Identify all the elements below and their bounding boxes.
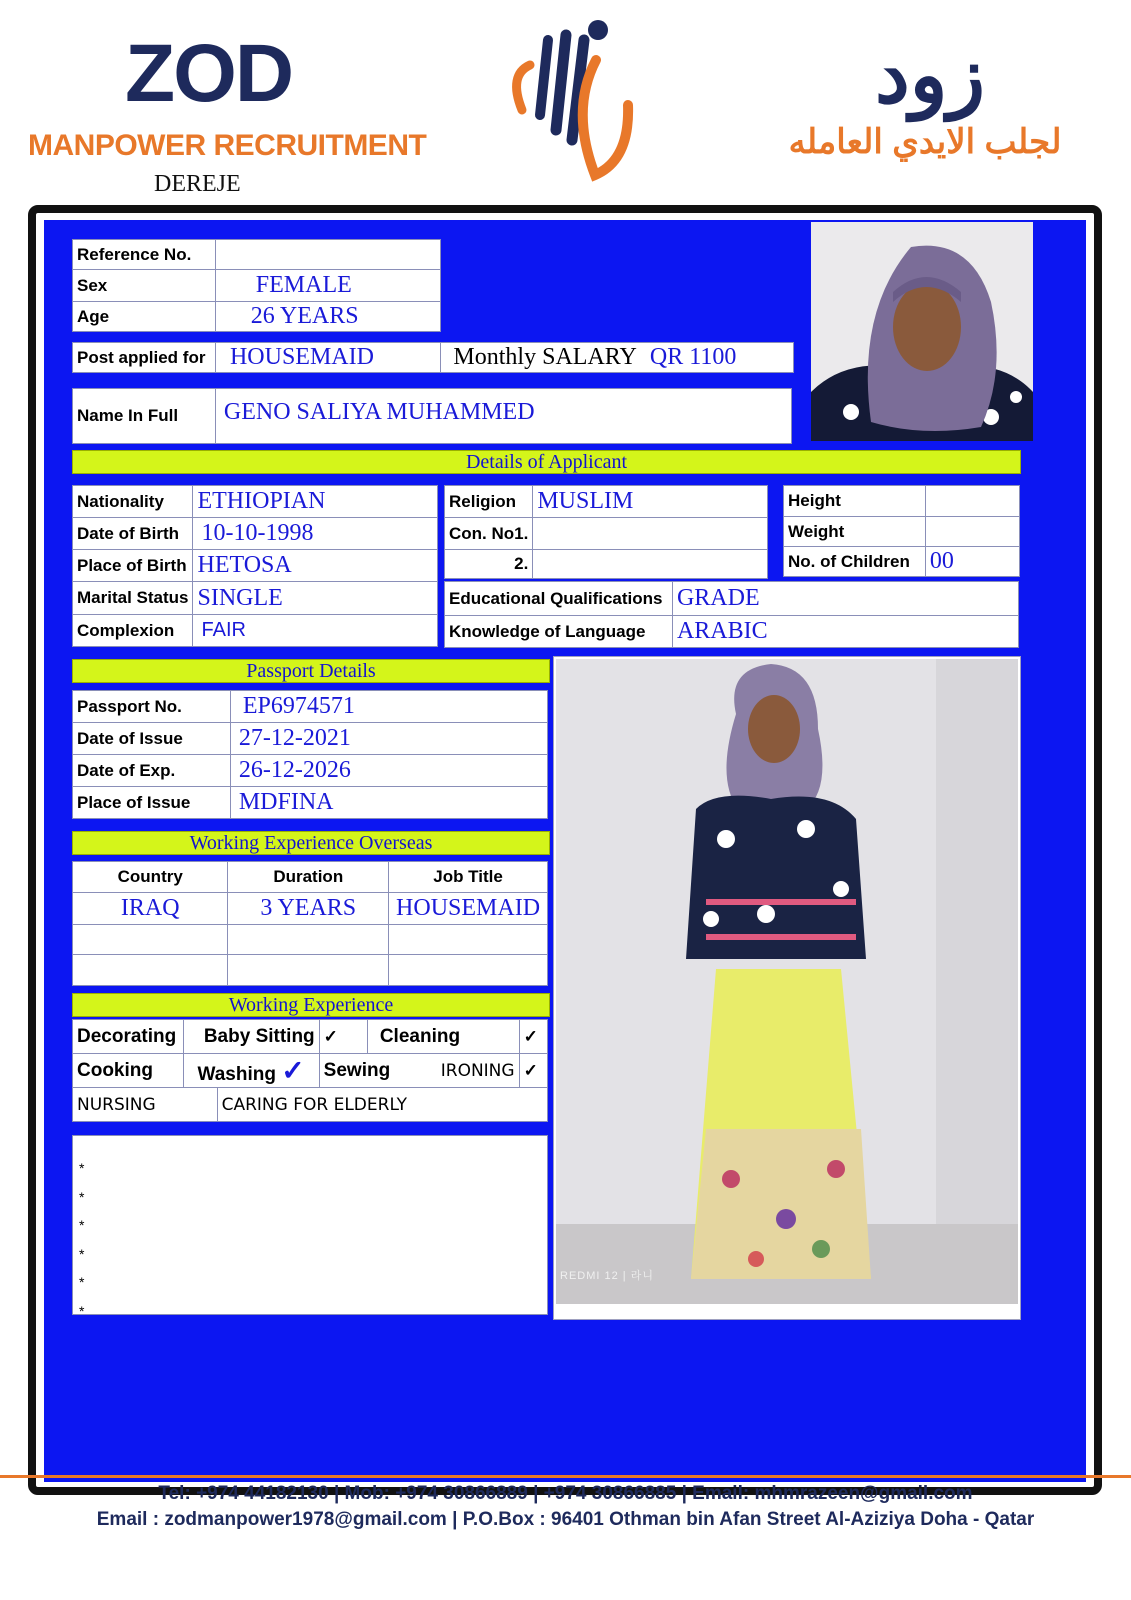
headshot-photo [811, 222, 1033, 441]
note-bullet: * [79, 1160, 85, 1176]
pob-label: Place of Birth [73, 550, 193, 582]
age-value: 26 YEARS [215, 302, 440, 332]
passport-no-value: EP6974571 [230, 691, 547, 723]
overseas-job: HOUSEMAID [389, 893, 548, 925]
overseas-section-title: Working Experience Overseas [72, 831, 550, 855]
nationality-value: ETHIOPIAN [193, 486, 438, 518]
language-value: ARABIC [672, 616, 1018, 648]
skill-sewing: Sewing [323, 1059, 391, 1081]
details-left-table [72, 485, 438, 647]
sex-value: FEMALE [215, 270, 440, 302]
note-bullet: * [79, 1274, 85, 1290]
top-info-table [72, 239, 441, 332]
salary-label: Monthly SALARY [453, 344, 636, 370]
religion-table [444, 485, 768, 579]
overseas-header-job: Job Title [389, 862, 548, 893]
language-label: Knowledge of Language [445, 616, 673, 648]
full-body-photo [553, 656, 1021, 1320]
pob-value: HETOSA [193, 550, 438, 582]
table-row [73, 893, 548, 925]
exp-date-label: Date of Exp. [73, 755, 231, 787]
issue-place-value: MDFINA [230, 787, 547, 819]
skill-cleaning: Cleaning [367, 1020, 519, 1054]
photo-watermark: REDMI 12 | 라니 [560, 1270, 654, 1282]
skill-decorating: Decorating [73, 1020, 184, 1054]
passport-section-title: Passport Details [72, 659, 550, 683]
issue-date-value: 27-12-2021 [230, 723, 547, 755]
table-row [73, 955, 548, 986]
overseas-table [72, 861, 548, 986]
salary-value: QR 1100 [649, 344, 737, 370]
brand-name: ZOD [125, 28, 293, 119]
complexion-label: Complexion [73, 615, 193, 647]
post-value: HOUSEMAID [215, 343, 440, 373]
weight-label: Weight [784, 517, 926, 547]
dob-label: Date of Birth [73, 518, 193, 550]
experience-section-title: Working Experience [72, 993, 550, 1017]
skill-cooking: Cooking [73, 1054, 184, 1088]
dob-value: 10-10-1998 [193, 518, 438, 550]
company-logo [500, 10, 650, 182]
physical-table [783, 485, 1020, 577]
table-row [73, 925, 548, 955]
reference-label: Reference No. [73, 240, 216, 270]
issue-place-label: Place of Issue [73, 787, 231, 819]
post-label: Post applied for [73, 343, 216, 373]
notes-box [72, 1135, 548, 1319]
note-bullet: * [79, 1302, 85, 1319]
education-table [444, 581, 1019, 648]
details-section-title: Details of Applicant [72, 450, 1021, 474]
overseas-header-duration: Duration [228, 862, 389, 893]
baby-sitting-check-icon: ✓ [319, 1020, 367, 1054]
children-label: No. of Children [784, 547, 926, 577]
sex-label: Sex [73, 270, 216, 302]
arabic-subtitle: لجلب الايدي العامله [788, 123, 1062, 161]
brand-subtitle: MANPOWER RECRUITMENT [28, 129, 427, 162]
overseas-country: IRAQ [73, 893, 228, 925]
religion-label: Religion [445, 486, 533, 518]
reference-value [215, 240, 440, 270]
ironing-check-icon: ✓ [519, 1054, 547, 1088]
marital-label: Marital Status [73, 582, 193, 615]
agent-name: DEREJE [154, 171, 241, 197]
exp-date-value: 26-12-2026 [230, 755, 547, 787]
footer-contact-line2: Email : zodmanpower1978@gmail.com | P.O.Box : 96401 Othman bin Afan Street Al-Aziziya Doha - Qatar [96, 1509, 1035, 1530]
skill-nursing: NURSING [73, 1088, 218, 1122]
height-label: Height [784, 486, 926, 517]
children-value: 00 [925, 547, 1019, 577]
post-row [72, 342, 794, 373]
note-bullet: * [79, 1217, 85, 1233]
education-label: Educational Qualifications [445, 582, 673, 616]
passport-table [72, 690, 548, 819]
marital-value: SINGLE [193, 582, 438, 615]
washing-check-icon: ✓ [281, 1055, 305, 1086]
arabic-brand: زود [874, 31, 986, 119]
footer-rule [0, 1475, 1131, 1478]
nationality-label: Nationality [73, 486, 193, 518]
skill-baby-sitting: Baby Sitting [183, 1020, 319, 1054]
note-bullet: * [79, 1188, 85, 1205]
footer-contact-line1: Tel: +974 44182130 | Mob: +974 30866889 | +974 30866885 | Email: mhmrazeen@gmail.com [158, 1483, 973, 1504]
education-value: GRADE [672, 582, 1018, 616]
issue-date-label: Date of Issue [73, 723, 231, 755]
religion-value: MUSLIM [533, 486, 768, 518]
name-label: Name In Full [73, 389, 216, 444]
skill-caring: CARING FOR ELDERLY [217, 1088, 547, 1122]
con1-label: Con. No1. [445, 518, 533, 550]
overseas-header-country: Country [73, 862, 228, 893]
passport-no-label: Passport No. [73, 691, 231, 723]
overseas-duration: 3 YEARS [228, 893, 389, 925]
name-row [72, 388, 792, 444]
skill-ironing: IRONING [440, 1060, 515, 1081]
name-value: GENO SALIYA MUHAMMED [215, 389, 791, 444]
con2-label: 2. [445, 550, 533, 579]
age-label: Age [73, 302, 216, 332]
complexion-value: FAIR [193, 615, 438, 647]
note-bullet: * [79, 1245, 85, 1262]
skill-washing: Washing [197, 1064, 276, 1085]
cleaning-check-icon: ✓ [519, 1020, 547, 1054]
experience-table [72, 1019, 548, 1122]
